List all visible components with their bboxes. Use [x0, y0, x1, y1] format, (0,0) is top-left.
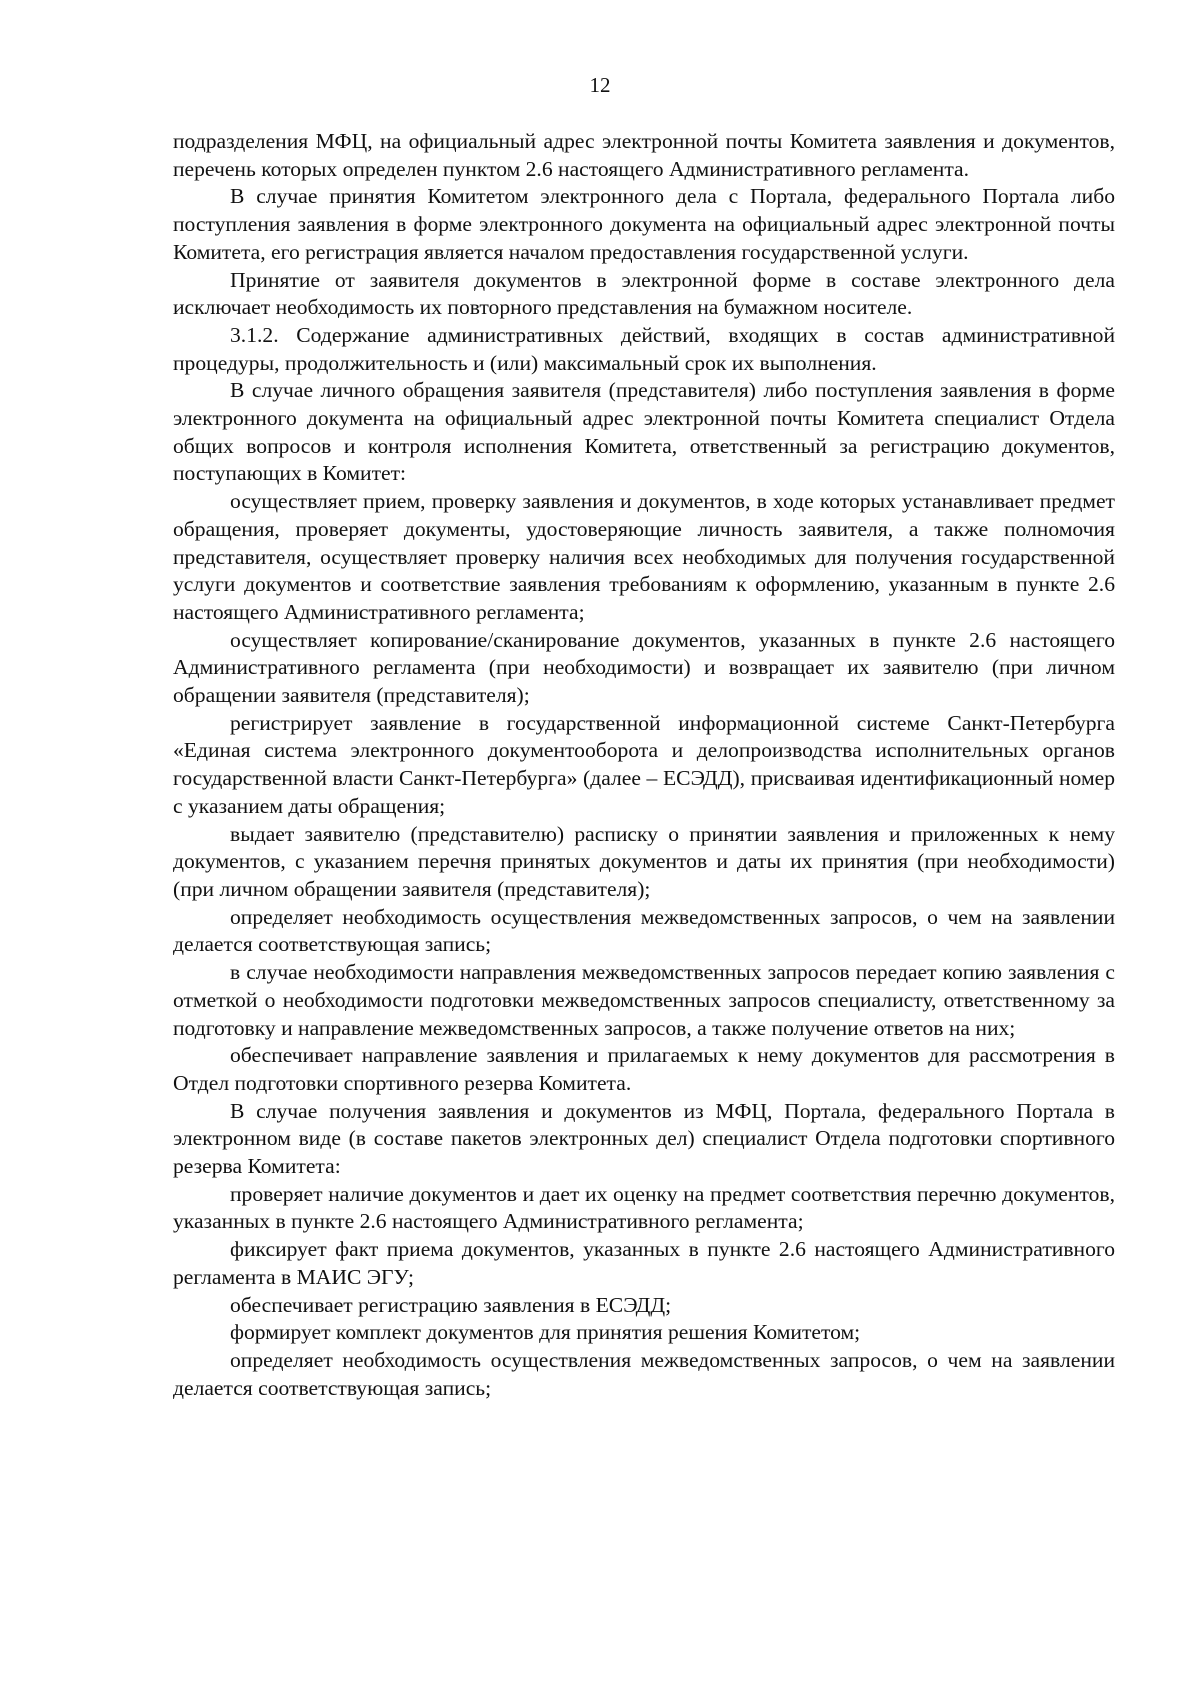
list-item: определяет необходимость осуществления межведомственных запросов, о чем на заявлении делается соответствующая запись; — [173, 904, 1115, 957]
list-item: регистрирует заявление в государственной информационной системе Санкт-Петербурга «Единая система электронного документооборота и делопроизводства исполнительных органов государственной власти Санкт-Петербурга» (далее – ЕСЭДД), присваивая идентификационный номер с указанием даты обращения; — [173, 710, 1115, 818]
section-heading-3-1-2: 3.1.2. Содержание административных действий, входящих в состав административной процедуры, продолжительность и (или) максимальный срок их выполнения. — [173, 322, 1115, 375]
list-item: осуществляет копирование/сканирование документов, указанных в пункте 2.6 настоящего Административного регламента (при необходимости) и возвращает их заявителю (при личном обращении заявителя (представителя); — [173, 627, 1115, 708]
list-item: осуществляет прием, проверку заявления и документов, в ходе которых устанавливает предмет обращения, проверяет документы, удостоверяющие личность заявителя, а также полномочия представителя, осуществляет проверку наличия всех необходимых для получения государственной услуги документов и соответствие заявления требованиям к оформлению, указанным в пункте 2.6 настоящего Административного регламента; — [173, 489, 1115, 624]
list-item: обеспечивает направление заявления и прилагаемых к нему документов для рассмотрения в Отдел подготовки спортивного резерва Комитета. — [173, 1043, 1115, 1095]
paragraph: В случае личного обращения заявителя (представителя) либо поступления заявления в форме электронного документа на официальный адрес электронной почты Комитета специалист Отдела общих вопросов и контроля исполнения Комитета, ответственный за регистрацию документов, поступающих в Комитет: — [173, 378, 1115, 486]
paragraph: В случае принятия Комитетом электронного дела с Портала, федерального Портала либо поступления заявления в форме электронного документа на официальный адрес электронной почты Комитета, его регистрация является началом предоставления государственной услуги. — [173, 184, 1115, 264]
list-item: в случае необходимости направления межведомственных запросов передает копию заявления с отметкой о необходимости подготовки межведомственных запросов специалисту, ответственному за подготовку и направление межведомственных запросов, а также получение ответов на них; — [173, 960, 1115, 1040]
paragraph-continuation: подразделения МФЦ, на официальный адрес электронной почты Комитета заявления и документов, перечень которых определен пунктом 2.6 настоящего Административного регламента. — [173, 129, 1115, 181]
list-item: фиксирует факт приема документов, указанных в пункте 2.6 настоящего Административного регламента в МАИС ЭГУ; — [173, 1237, 1115, 1289]
list-item: обеспечивает регистрацию заявления в ЕСЭДД; — [230, 1292, 672, 1317]
list-item: формирует комплект документов для принятия решения Комитетом; — [230, 1320, 861, 1345]
paragraph: Принятие от заявителя документов в электронной форме в составе электронного дела исключает необходимость их повторного представления на бумажном носителе. — [173, 267, 1115, 320]
list-item: проверяет наличие документов и дает их оценку на предмет соответствия перечню документов, указанных в пункте 2.6 настоящего Административного регламента; — [173, 1181, 1115, 1234]
page-number: 12 — [589, 73, 611, 97]
list-item: определяет необходимость осуществления межведомственных запросов, о чем на заявлении делается соответствующая запись; — [173, 1347, 1115, 1400]
list-item: выдает заявителю (представителю) расписку о принятии заявления и приложенных к нему документов, с указанием перечня принятых документов и даты их принятия (при необходимости) (при личном обращении заявителя (представителя); — [173, 821, 1115, 901]
paragraph: В случае получения заявления и документов из МФЦ, Портала, федерального Портала в электронном виде (в составе пакетов электронных дел) специалист Отдела подготовки спортивного резерва Комитета: — [173, 1098, 1115, 1179]
document-body — [173, 128, 1115, 1402]
